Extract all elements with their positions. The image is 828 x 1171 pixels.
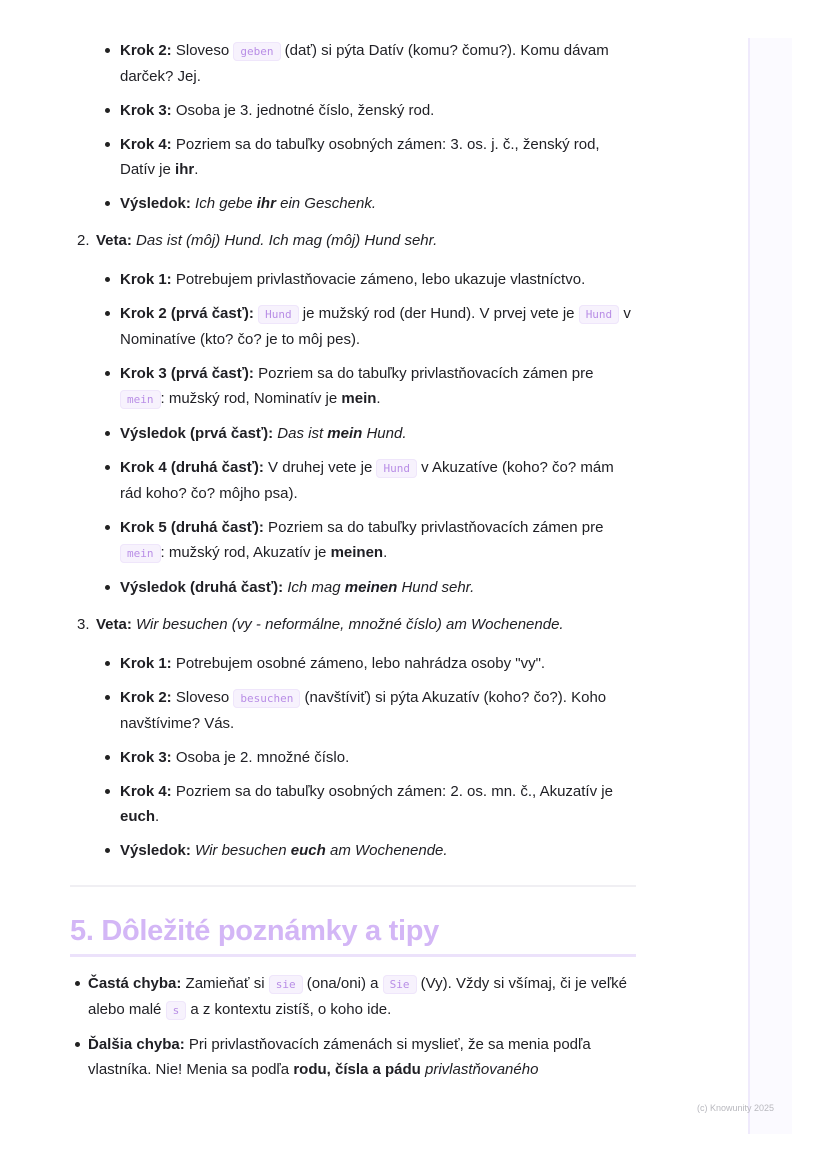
numbered-item xyxy=(70,228,636,253)
bold-text: Krok 1: xyxy=(120,655,172,672)
italic-text: am Wochenende. xyxy=(325,842,448,859)
italic-text: Wir besuchen xyxy=(195,842,291,859)
text: (Vy). Vždy si všímaj, či je veľké alebo malé xyxy=(88,975,628,1018)
bold-text: euch xyxy=(120,808,156,825)
list-item xyxy=(70,361,636,412)
bold-text: Krok 2: xyxy=(120,42,172,59)
bold-text: Krok 4 (druhá časť): xyxy=(120,459,264,476)
bold-text: Výsledok: xyxy=(120,195,191,212)
bold-text: Ďalšia chyba: xyxy=(88,1036,185,1053)
italic-text xyxy=(327,425,362,442)
bold-text: Veta: xyxy=(96,616,132,633)
step-list xyxy=(70,651,636,863)
bold-text: meinen xyxy=(344,579,398,596)
text: V druhej vete je xyxy=(263,459,377,476)
numbered-item xyxy=(70,612,636,637)
list-item xyxy=(70,301,636,352)
bold-text: Krok 2: xyxy=(120,689,172,706)
list-item xyxy=(70,651,636,676)
italic-text xyxy=(257,195,276,212)
text: Sloveso xyxy=(171,689,234,706)
italic-text: Das ist xyxy=(277,425,328,442)
tips-list xyxy=(70,971,636,1082)
text: Zamieňať si xyxy=(181,975,269,992)
bold-text: Výsledok (druhá časť): xyxy=(120,579,284,596)
list-item xyxy=(70,971,636,1023)
italic-text xyxy=(345,579,398,596)
text: Pozriem sa do tabuľky privlastňovacích zámen pre xyxy=(263,519,604,536)
text: v Nominatíve (kto? čo? je to môj pes). xyxy=(120,305,631,348)
bold-text: Krok 4: xyxy=(120,136,172,153)
list-item xyxy=(70,779,636,829)
bold-text: Výsledok: xyxy=(120,842,191,859)
inline-code: besuchen xyxy=(233,689,300,708)
inline-code: Hund xyxy=(579,305,620,324)
text: Potrebujem osobné zámeno, lebo nahrádza osoby "vy". xyxy=(171,655,546,672)
text: Pozriem sa do tabuľky osobných zámen: 3. os. j. č., ženský rod, Datív je xyxy=(120,136,600,178)
bold-text: Výsledok (prvá časť): xyxy=(120,425,274,442)
list-item xyxy=(70,421,636,446)
list-item xyxy=(70,267,636,292)
text: a z kontextu zistíš, o koho ide. xyxy=(186,1001,392,1018)
divider xyxy=(70,885,636,887)
section-heading: 5. Dôležité poznámky a tipy xyxy=(70,915,636,957)
bold-text: Krok 3 (prvá časť): xyxy=(120,365,254,382)
list-item xyxy=(70,515,636,566)
text: . xyxy=(383,544,388,561)
text: Osoba je 3. jednotné číslo, ženský rod. xyxy=(171,102,435,119)
list-item xyxy=(70,685,636,736)
text: (dať) si pýta Datív (komu? čomu?). Komu dávam darček? Jej. xyxy=(120,42,609,85)
bold-text: Krok 5 (druhá časť): xyxy=(120,519,264,536)
text: Potrebujem privlastňovacie zámeno, lebo ukazuje vlastníctvo. xyxy=(171,271,586,288)
text: Pri privlastňovacích zámenách si myslieť, že sa menia podľa vlastníka. Nie! Menia sa podľa xyxy=(88,1036,591,1078)
list-item xyxy=(70,1032,636,1082)
bold-text: euch xyxy=(290,842,326,859)
inline-code: Hund xyxy=(258,305,299,324)
italic-text: Ich mag xyxy=(287,579,345,596)
bold-text: Krok 3: xyxy=(120,749,172,766)
italic-text: Das ist (môj) Hund. Ich mag (môj) Hund sehr. xyxy=(136,232,438,249)
bold-text: Krok 1: xyxy=(120,271,172,288)
text: v Akuzatíve (koho? čo? mám rád koho? čo? môjho psa). xyxy=(120,459,614,502)
list-item xyxy=(70,132,636,182)
list-item xyxy=(70,745,636,770)
bold-text: mein xyxy=(341,390,377,407)
step-list xyxy=(70,38,636,216)
bold-text: Krok 4: xyxy=(120,783,172,800)
bold-text: ihr xyxy=(175,161,195,178)
copyright-footer: (c) Knowunity 2025 xyxy=(696,1103,774,1113)
bold-text: ihr xyxy=(256,195,276,212)
text: Pozriem sa do tabuľky privlastňovacích zámen pre xyxy=(253,365,594,382)
list-item xyxy=(70,191,636,216)
italic-text xyxy=(291,842,326,859)
document-content xyxy=(70,38,636,1094)
text: Sloveso xyxy=(171,42,234,59)
side-panel xyxy=(748,38,792,1134)
text: Osoba je 2. množné číslo. xyxy=(171,749,350,766)
inline-code: Sie xyxy=(383,975,417,994)
bold-text: rodu, čísla a pádu xyxy=(293,1061,421,1078)
list-item xyxy=(70,98,636,123)
item-number: 2. xyxy=(77,232,90,249)
text: . xyxy=(155,808,160,825)
bold-text: meinen xyxy=(330,544,384,561)
italic-text: Wir besuchen (vy - neformálne, množné číslo) am Wochenende. xyxy=(136,616,564,633)
list-item xyxy=(70,455,636,506)
bold-text: Častá chyba: xyxy=(88,975,182,992)
list-item xyxy=(70,38,636,89)
text: (navštíviť) si pýta Akuzatív (koho? čo?). Koho navštívime? Vás. xyxy=(120,689,607,732)
inline-code: mein xyxy=(120,390,161,409)
inline-code: Hund xyxy=(376,459,417,478)
text: : mužský rod, Nominatív je xyxy=(160,390,342,407)
italic-text: Hund sehr. xyxy=(397,579,475,596)
bold-text: mein xyxy=(327,425,363,442)
bold-text: Veta: xyxy=(96,232,132,249)
inline-code: s xyxy=(166,1001,187,1020)
step-list xyxy=(70,267,636,600)
text: je mužský rod (der Hund). V prvej vete je xyxy=(298,305,579,322)
text: : mužský rod, Akuzatív je xyxy=(160,544,331,561)
bold-text: Krok 3: xyxy=(120,102,172,119)
text: Pozriem sa do tabuľky osobných zámen: 2. os. mn. č., Akuzatív je xyxy=(171,783,613,800)
list-item xyxy=(70,575,636,600)
inline-code: sie xyxy=(269,975,303,994)
text: . xyxy=(376,390,381,407)
item-number: 3. xyxy=(77,616,90,633)
italic-text: Ich gebe xyxy=(195,195,257,212)
italic-text: privlastňovaného xyxy=(425,1061,539,1078)
list-item xyxy=(70,838,636,863)
italic-text: ein Geschenk. xyxy=(275,195,376,212)
inline-code: geben xyxy=(233,42,280,61)
bold-text: Krok 2 (prvá časť): xyxy=(120,305,254,322)
inline-code: mein xyxy=(120,544,161,563)
text: . xyxy=(194,161,199,178)
text: (ona/oni) a xyxy=(302,975,383,992)
italic-text: Hund. xyxy=(362,425,407,442)
